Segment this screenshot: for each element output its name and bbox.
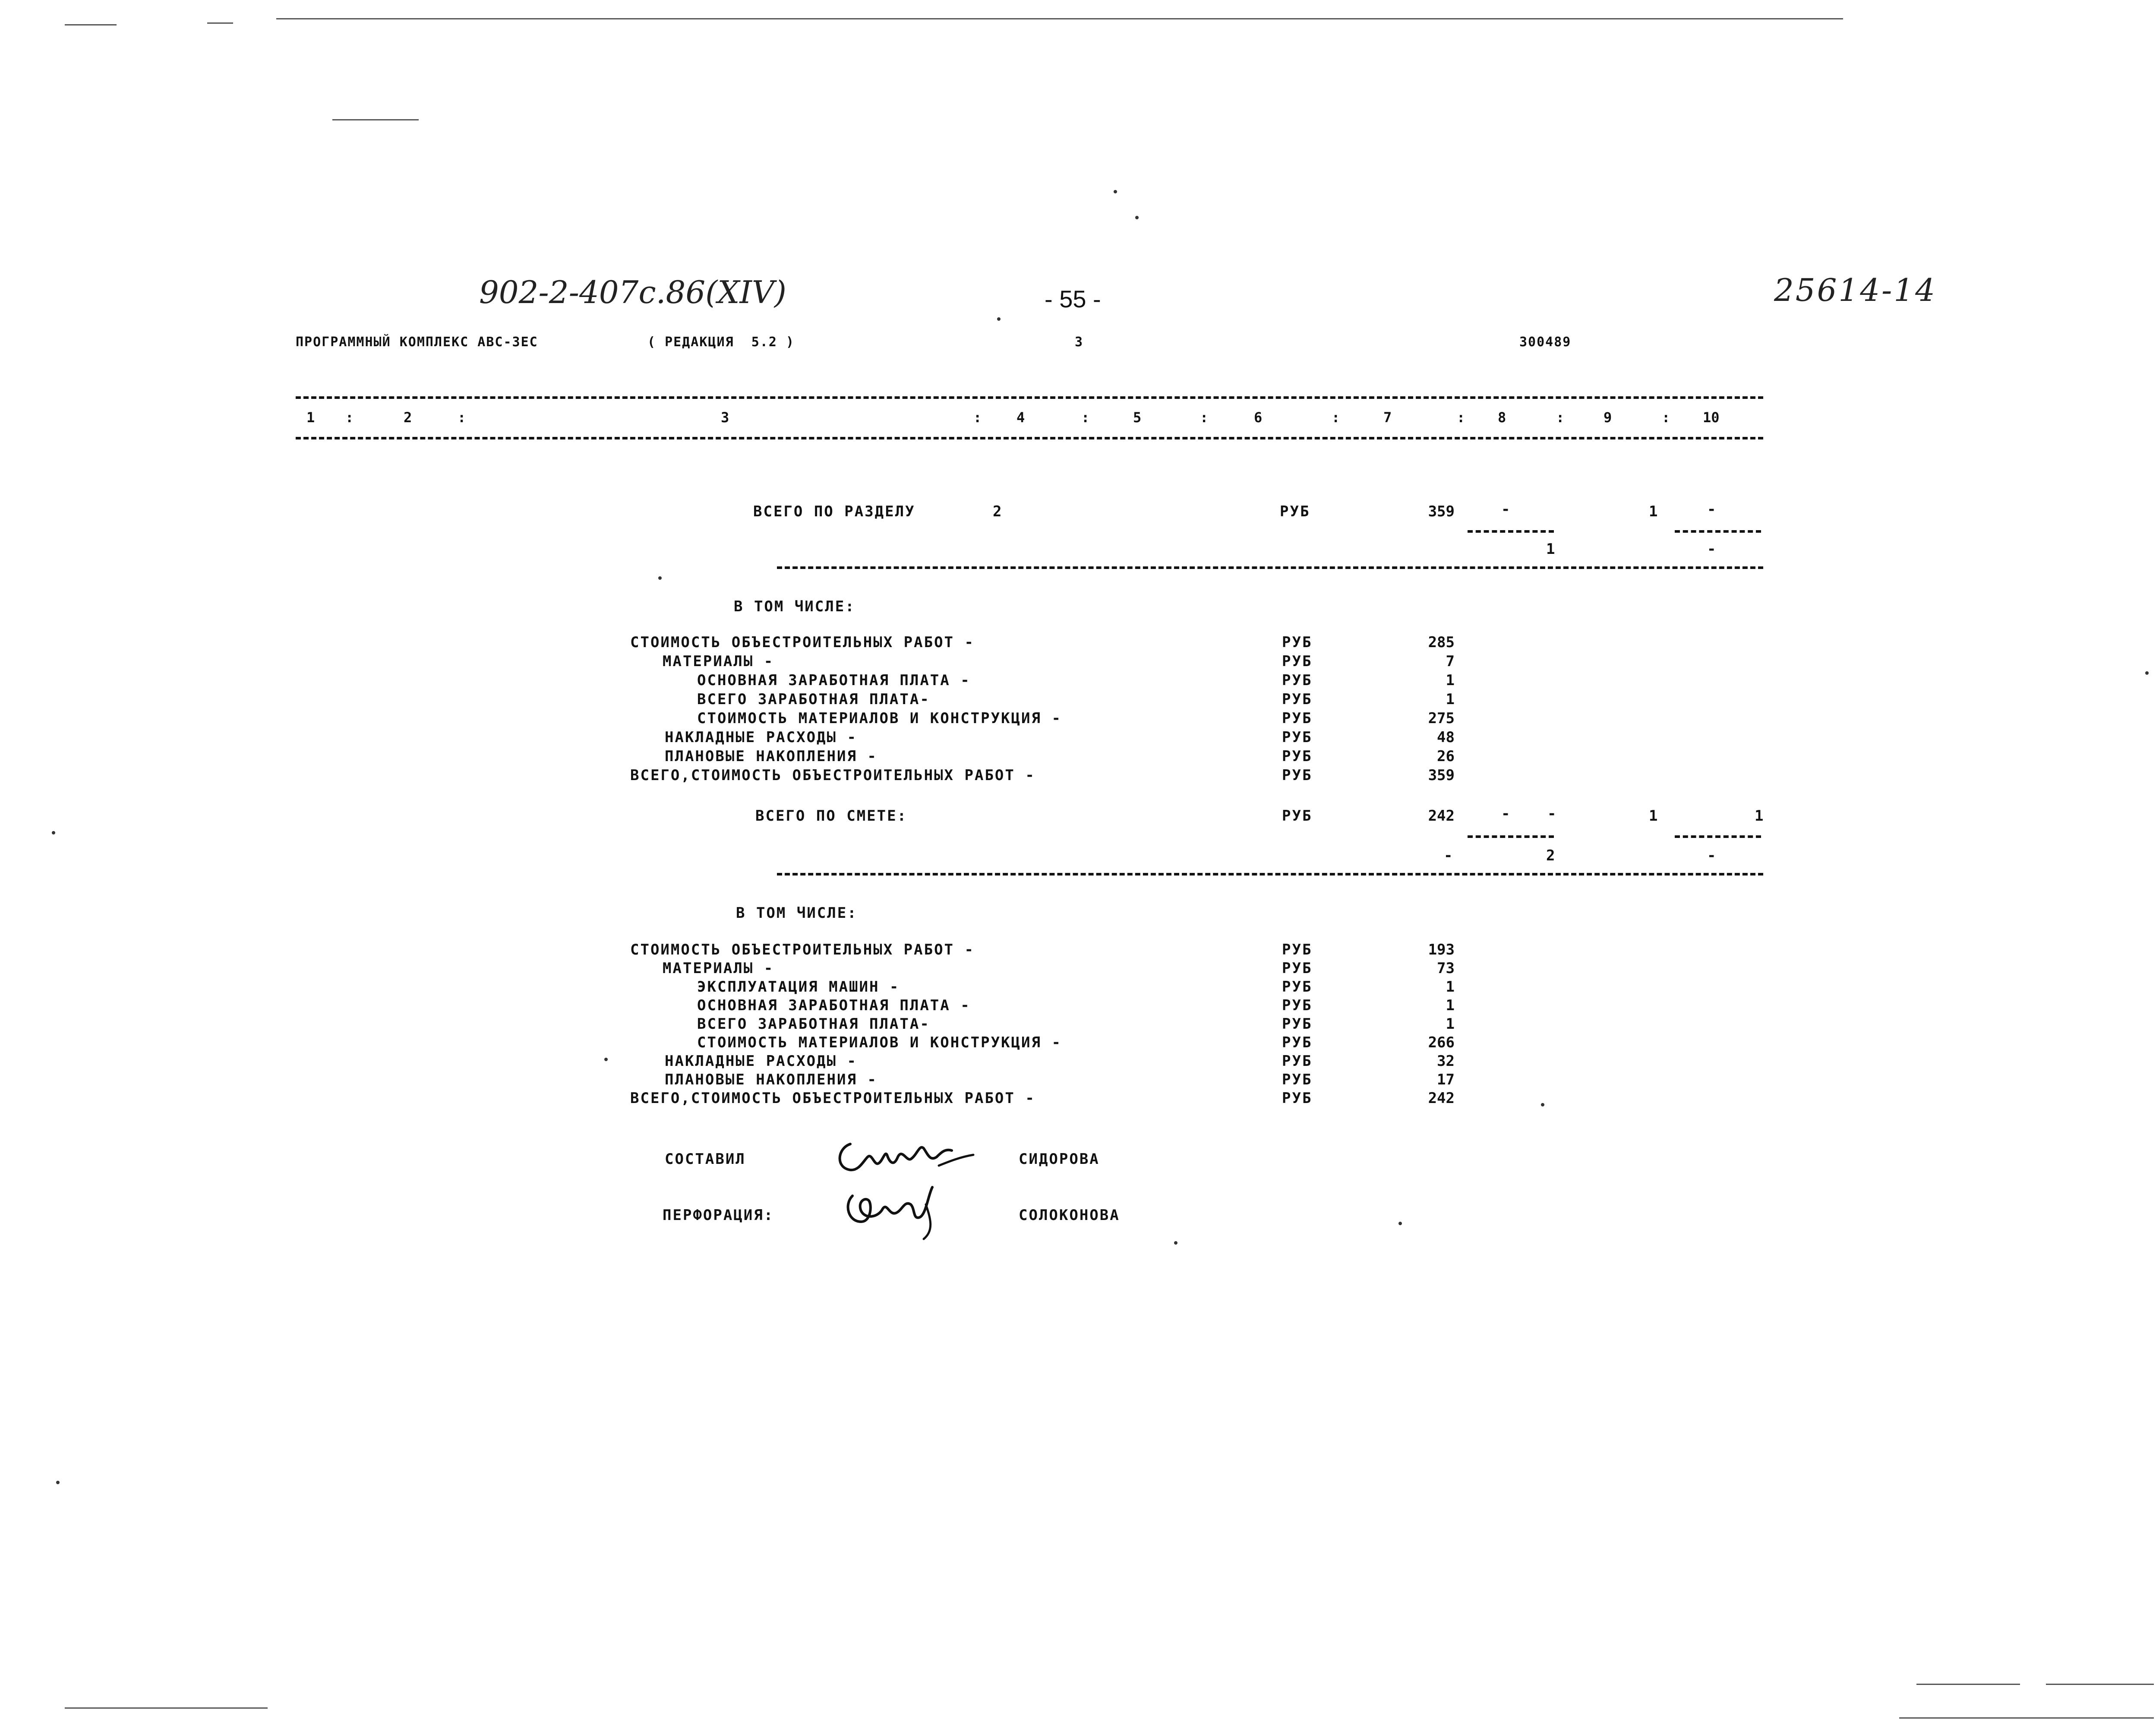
including-label-1: В ТОМ ЧИСЛЕ: xyxy=(734,598,855,615)
breakdown-row-value: 1 xyxy=(1446,672,1455,689)
estimate-total-col8-rule xyxy=(1468,835,1554,838)
breakdown-row-unit: РУБ xyxy=(1282,978,1313,996)
breakdown-row-label: ЭКСПЛУАТАЦИЯ МАШИН - xyxy=(697,978,900,996)
column-header-9: 9 xyxy=(1604,409,1612,426)
breakdown-row-label: СТОИМОСТЬ ОБЪЕСТРОИТЕЛЬНЫХ РАБОТ - xyxy=(630,634,975,651)
perforation-signature xyxy=(840,1179,952,1243)
breakdown-row-value: 1 xyxy=(1446,978,1455,996)
section-total-label: ВСЕГО ПО РАЗДЕЛУ xyxy=(753,503,915,520)
estimate-total-col9: 1 xyxy=(1649,807,1658,825)
scan-noise xyxy=(56,1481,60,1484)
scan-edge-line xyxy=(1916,1684,2020,1685)
column-separator: : xyxy=(973,409,982,426)
scan-noise xyxy=(1174,1241,1177,1245)
breakdown-row-value: 285 xyxy=(1428,634,1455,651)
including-label-2: В ТОМ ЧИСЛЕ: xyxy=(736,904,858,922)
scan-edge-line xyxy=(65,24,117,25)
estimate-total-unit: РУБ xyxy=(1282,807,1313,825)
column-separator: : xyxy=(1081,409,1090,426)
section-total-col10-rule xyxy=(1675,530,1761,533)
scan-noise xyxy=(52,831,55,834)
scan-noise xyxy=(2145,671,2149,675)
breakdown-row-unit: РУБ xyxy=(1282,960,1313,977)
breakdown-row-label: ВСЕГО ЗАРАБОТНАЯ ПЛАТА- xyxy=(697,691,930,708)
breakdown-row-unit: РУБ xyxy=(1282,710,1313,727)
breakdown-row-value: 32 xyxy=(1437,1052,1455,1070)
scan-edge-line xyxy=(2046,1684,2154,1685)
sheet-marker: 3 xyxy=(1075,335,1084,350)
estimate-total-value: 242 xyxy=(1428,807,1455,825)
column-header-6: 6 xyxy=(1254,409,1263,426)
breakdown-row-unit: РУБ xyxy=(1282,767,1313,784)
breakdown-row-label: ПЛАНОВЫЕ НАКОПЛЕНИЯ - xyxy=(665,748,878,765)
compiler-signature xyxy=(833,1131,980,1179)
breakdown-row-unit: РУБ xyxy=(1282,691,1313,708)
column-header-2: 2 xyxy=(404,409,412,426)
scan-noise xyxy=(1135,216,1139,219)
breakdown-row-label: ОСНОВНАЯ ЗАРАБОТНАЯ ПЛАТА - xyxy=(697,672,971,689)
perforation-label: ПЕРФОРАЦИЯ: xyxy=(663,1207,774,1224)
breakdown-row-label: МАТЕРИАЛЫ - xyxy=(663,653,774,670)
breakdown-row-value: 275 xyxy=(1428,710,1455,727)
column-header-7: 7 xyxy=(1383,409,1392,426)
breakdown-row-label: ВСЕГО,СТОИМОСТЬ ОБЪЕСТРОИТЕЛЬНЫХ РАБОТ - xyxy=(630,1090,1035,1107)
program-title: ПРОГРАММНЫЙ КОМПЛЕКС АВС-3ЕС xyxy=(296,335,538,350)
perforation-name: СОЛОКОНОВА xyxy=(1019,1207,1120,1224)
estimate-total-col8-sub: 2 xyxy=(1546,847,1555,864)
scan-edge-line xyxy=(207,22,233,24)
breakdown-row-value: 1 xyxy=(1446,997,1455,1014)
column-header-10: 10 xyxy=(1703,409,1720,426)
section-total-col8-dash: - xyxy=(1501,501,1510,518)
breakdown-row-unit: РУБ xyxy=(1282,729,1313,746)
section-total-col10-top: 1 xyxy=(1649,503,1658,520)
breakdown-row-value: 48 xyxy=(1437,729,1455,746)
breakdown-row-value: 26 xyxy=(1437,748,1455,765)
page-number: - 55 - xyxy=(1045,285,1101,313)
column-separator: : xyxy=(345,409,354,426)
breakdown-row-unit: РУБ xyxy=(1282,997,1313,1014)
estimate-total-col8-dash: - xyxy=(1547,805,1556,822)
section-total-unit: РУБ xyxy=(1280,503,1310,520)
column-header-5: 5 xyxy=(1133,409,1142,426)
breakdown-row-label: МАТЕРИАЛЫ - xyxy=(663,960,774,977)
section-number: 2 xyxy=(993,503,1003,520)
section-total-col10-dash: - xyxy=(1707,501,1716,518)
scan-edge-line xyxy=(65,1707,268,1709)
breakdown-row-value: 7 xyxy=(1446,653,1455,670)
breakdown-row-value: 359 xyxy=(1428,767,1455,784)
header-rule-top xyxy=(296,396,1763,399)
breakdown-row-value: 242 xyxy=(1428,1090,1455,1107)
section-total-col8-rule xyxy=(1468,530,1554,533)
breakdown-row-value: 266 xyxy=(1428,1034,1455,1051)
scan-noise xyxy=(997,317,1001,321)
breakdown-row-label: ВСЕГО,СТОИМОСТЬ ОБЪЕСТРОИТЕЛЬНЫХ РАБОТ - xyxy=(630,767,1035,784)
section-total-value: 359 xyxy=(1428,503,1455,520)
breakdown-row-value: 73 xyxy=(1437,960,1455,977)
breakdown-row-label: НАКЛАДНЫЕ РАСХОДЫ - xyxy=(665,1052,857,1070)
breakdown-row-unit: РУБ xyxy=(1282,672,1313,689)
breakdown-row-unit: РУБ xyxy=(1282,1034,1313,1051)
scan-edge-line xyxy=(1899,1717,2154,1719)
archive-number: 25614-14 xyxy=(1774,272,1937,308)
compiled-by-name: СИДОРОВА xyxy=(1019,1150,1100,1168)
estimate-total-col8-sub-left: - xyxy=(1444,847,1453,864)
column-header-1: 1 xyxy=(306,409,315,426)
estimate-total-col10-rule xyxy=(1675,835,1761,838)
column-separator: : xyxy=(1332,409,1340,426)
column-separator: : xyxy=(1556,409,1565,426)
section-separator xyxy=(777,566,1763,569)
scan-edge-line xyxy=(276,18,1843,19)
scan-edge-line xyxy=(332,119,419,120)
scan-noise xyxy=(1114,190,1117,193)
estimate-separator xyxy=(777,873,1763,875)
breakdown-row-unit: РУБ xyxy=(1282,1015,1313,1033)
header-rule-bottom xyxy=(296,437,1763,439)
breakdown-row-unit: РУБ xyxy=(1282,1071,1313,1088)
breakdown-row-label: ОСНОВНАЯ ЗАРАБОТНАЯ ПЛАТА - xyxy=(697,997,971,1014)
column-separator: : xyxy=(1200,409,1209,426)
estimate-total-col7-dash: - xyxy=(1501,805,1510,822)
column-header-4: 4 xyxy=(1016,409,1025,426)
breakdown-row-value: 17 xyxy=(1437,1071,1455,1088)
breakdown-row-unit: РУБ xyxy=(1282,748,1313,765)
column-separator: : xyxy=(1662,409,1670,426)
section-total-col10-sub: - xyxy=(1707,540,1716,558)
breakdown-row-value: 1 xyxy=(1446,691,1455,708)
program-edition: ( РЕДАКЦИЯ 5.2 ) xyxy=(647,335,795,350)
column-header-3: 3 xyxy=(721,409,729,426)
column-separator: : xyxy=(458,409,466,426)
breakdown-row-value: 1 xyxy=(1446,1015,1455,1033)
scan-noise xyxy=(658,576,662,580)
breakdown-row-unit: РУБ xyxy=(1282,653,1313,670)
scan-noise xyxy=(1541,1103,1544,1106)
date-code: 300489 xyxy=(1519,335,1572,350)
breakdown-row-label: СТОИМОСТЬ ОБЪЕСТРОИТЕЛЬНЫХ РАБОТ - xyxy=(630,941,975,958)
breakdown-row-label: НАКЛАДНЫЕ РАСХОДЫ - xyxy=(665,729,857,746)
breakdown-row-unit: РУБ xyxy=(1282,634,1313,651)
document-code: 902-2-407с.86(XIV) xyxy=(479,274,787,310)
breakdown-row-label: СТОИМОСТЬ МАТЕРИАЛОВ И КОНСТРУКЦИЯ - xyxy=(697,710,1062,727)
breakdown-row-unit: РУБ xyxy=(1282,1052,1313,1070)
breakdown-row-unit: РУБ xyxy=(1282,941,1313,958)
column-separator: : xyxy=(1457,409,1465,426)
breakdown-row-label: ПЛАНОВЫЕ НАКОПЛЕНИЯ - xyxy=(665,1071,878,1088)
estimate-total-label: ВСЕГО ПО СМЕТЕ: xyxy=(755,807,908,825)
compiled-by-label: СОСТАВИЛ xyxy=(665,1150,746,1168)
section-total-col8-sub: 1 xyxy=(1546,540,1555,558)
breakdown-row-value: 193 xyxy=(1428,941,1455,958)
breakdown-row-unit: РУБ xyxy=(1282,1090,1313,1107)
estimate-total-col10: 1 xyxy=(1755,807,1764,825)
column-header-8: 8 xyxy=(1498,409,1506,426)
breakdown-row-label: СТОИМОСТЬ МАТЕРИАЛОВ И КОНСТРУКЦИЯ - xyxy=(697,1034,1062,1051)
scan-noise xyxy=(1398,1222,1402,1225)
estimate-total-col10-sub: - xyxy=(1707,847,1716,864)
breakdown-row-label: ВСЕГО ЗАРАБОТНАЯ ПЛАТА- xyxy=(697,1015,930,1033)
scan-noise xyxy=(604,1058,608,1061)
